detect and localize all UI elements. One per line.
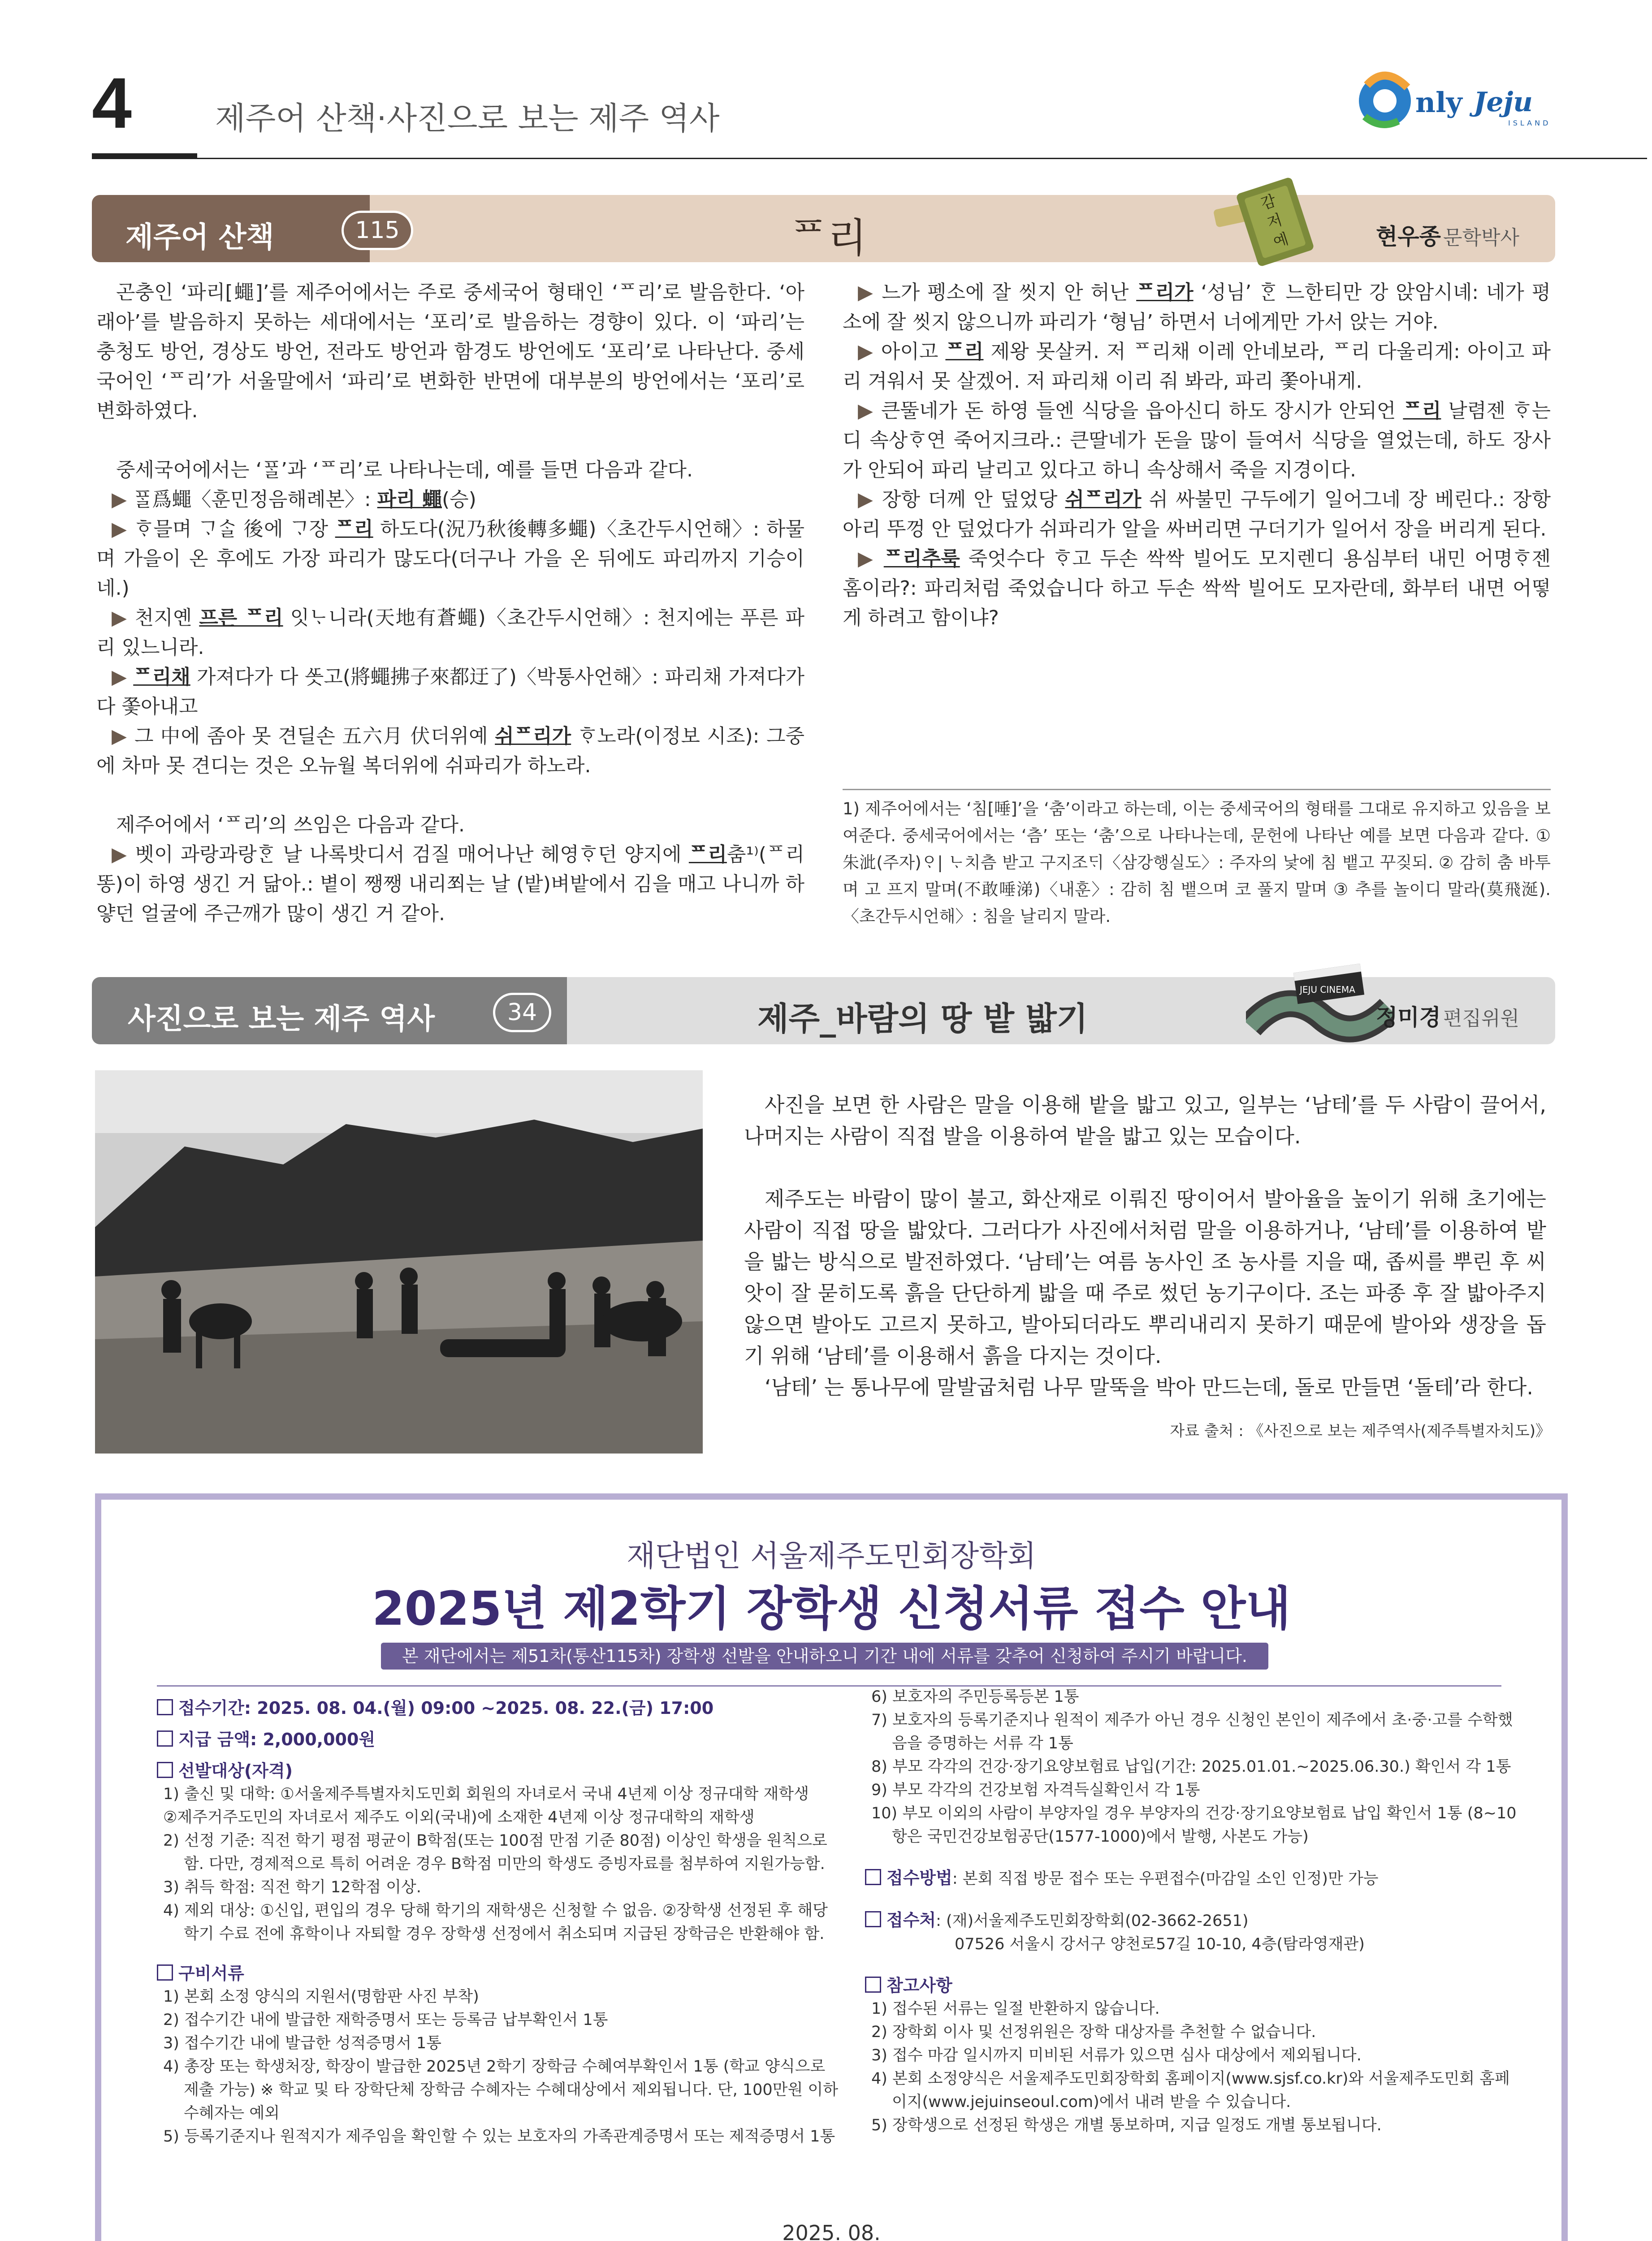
historic-photo-field-treading bbox=[95, 1070, 703, 1454]
photo-history-article bbox=[744, 1089, 1546, 1403]
example-paragraph bbox=[96, 485, 804, 515]
dialect-right-column bbox=[843, 278, 1551, 633]
example-paragraph bbox=[96, 515, 804, 603]
triangle-bullet-icon: ▶ bbox=[112, 488, 133, 511]
section-title: 제주어 산책·사진으로 보는 제주 역사 bbox=[215, 100, 720, 137]
documents-heading: 구비서류 bbox=[157, 1962, 843, 1985]
example-text: 쉬 싸불민 구두에기 일어그네 장 베린다.: 장항아리 뚜껑 안 덮었다가 쉬파리가 알을 싸버리면 구더기가 일어서 장을 버리게 된다. bbox=[843, 488, 1551, 541]
documents-list-continued bbox=[865, 1685, 1519, 1848]
jeju-dialect-issue-badge: 115 bbox=[342, 211, 413, 250]
example-text: 그 中에 좀아 못 견딜손 五六月 伏더위예 bbox=[134, 725, 495, 748]
square-bullet-icon bbox=[157, 1699, 173, 1715]
notes-list bbox=[865, 1997, 1519, 2137]
example-underlined-word: 프른 ᄑ리 bbox=[199, 606, 283, 629]
example-underlined-word: ᄑ리가 bbox=[1136, 281, 1194, 304]
triangle-bullet-icon: ▶ bbox=[112, 518, 134, 541]
example-text: ‘성님’ ᄒᆞᆫ 느한티만 강 앉암시녜: 네가 평소에 잘 씻지 않으니까 파리가 ‘형님’ 하면서 너에게만 가서 앉는 거야. bbox=[843, 281, 1551, 333]
article-paragraph: ‘남테’ 는 통나무에 말발굽처럼 나무 말뚝을 박아 만드는데, 돌로 만들면 ‘돌테’라 한다. bbox=[765, 1375, 1533, 1399]
example-paragraph bbox=[96, 662, 804, 722]
period-heading: 접수기간: 2025. 08. 04.(월) 09:00 ~2025. 08. 22.(금) 17:00 bbox=[157, 1696, 843, 1720]
triangle-bullet-icon: ▶ bbox=[112, 666, 134, 688]
square-bullet-icon bbox=[865, 1911, 881, 1927]
announcement-right-column bbox=[865, 1685, 1519, 2137]
paragraph-text: 제주어에서 ‘ᄑ리’의 쓰임은 다음과 같다. bbox=[116, 813, 465, 836]
triangle-bullet-icon: ▶ bbox=[112, 725, 134, 748]
author-name: 현우종 bbox=[1376, 224, 1441, 250]
example-paragraph bbox=[96, 603, 804, 662]
triangle-bullet-icon: ▶ bbox=[858, 340, 881, 363]
square-bullet-icon bbox=[157, 1731, 173, 1747]
notes-heading: 참고사항 bbox=[865, 1974, 1519, 1997]
body-paragraph bbox=[96, 455, 804, 485]
square-bullet-icon bbox=[865, 1869, 881, 1885]
place-name: : (재)서울제주도민회장학회(02-3662-2651) bbox=[936, 1912, 1249, 1930]
example-text: 죽엇수다 ᄒᆞ고 두손 싹싹 빌어도 모지렌디 용심부터 내민 어명ᄒᆞ젠 홈이라?: 파리처럼 죽었습니다 하고 두손 싹싹 빌어도 모자란데, 화부터 내면 어떻게 하려고 함이냐? bbox=[843, 547, 1551, 629]
page-number: 4 bbox=[92, 63, 132, 143]
eligibility-list bbox=[157, 1782, 843, 1946]
example-text: 춤¹⁾(ᄑ리똥)이 하영 생긴 거 닮아.: 볕이 쨍쨍 내리쬐는 날 (밭)벼밭에서 김을 매고 나니까 하얗던 얼굴에 주근깨가 많이 생긴 거 같아. bbox=[96, 843, 804, 925]
triangle-bullet-icon: ▶ bbox=[112, 606, 135, 629]
triangle-bullet-icon: ▶ bbox=[858, 399, 881, 422]
author-role: 문학박사 bbox=[1443, 226, 1520, 249]
triangle-bullet-icon: ▶ bbox=[858, 281, 882, 304]
jeju-dialect-headline: ᄑ리 bbox=[789, 215, 867, 262]
document-item: 4) 총장 또는 학생처장, 학장이 발급한 2025년 2학기 장학금 수혜여부확인서 1통 (학교 양식으로 제출 가능) ※ 학교 및 타 장학단체 장학금 수혜자는 수혜대상에서 제외됩니다. 단, 100만원 이하 수혜자는 예외 bbox=[163, 2058, 839, 2122]
example-underlined-word: ᄑ리 bbox=[945, 340, 984, 363]
document-item: 8) 부모 각각의 건강·장기요양보험료 납입(기간: 2025.01.01.~2025.06.30.) 확인서 각 1통 bbox=[871, 1758, 1511, 1776]
announcement-date: 2025. 08. bbox=[782, 2221, 881, 2241]
example-underlined-word: ᄑ리 bbox=[1403, 399, 1441, 422]
example-text: 날렴젠 ᄒᆞ는디 속상ᄒᆞ연 죽어지크라.: 큰딸네가 돈을 많이 들여서 식당을 열었는데, 하도 장사가 안되어 파리 날리고 있다고 하니 속상해서 죽을 지경이다. bbox=[843, 399, 1551, 481]
jeju-dialect-tab-label: 제주어 산책 bbox=[125, 221, 274, 254]
announcement-left-column bbox=[157, 1696, 843, 2148]
body-paragraph bbox=[96, 278, 804, 426]
note-item: 3) 접수 마감 일시까지 미비된 서류가 있으면 심사 대상에서 제외됩니다. bbox=[871, 2046, 1362, 2064]
announcement-title: 2025년 제2학기 장학생 신청서류 접수 안내 bbox=[372, 1581, 1291, 1636]
announcement-intro: 본 재단에서는 제51차(통산115차) 장학생 선발을 안내하오니 기간 내에 서류를 갖추어 신청하여 주시기 바랍니다. bbox=[381, 1643, 1268, 1670]
example-text: ᄑᆞᆯ爲蠅〈훈민정음해례본〉: bbox=[133, 488, 377, 511]
example-paragraph bbox=[96, 840, 804, 929]
footnote-rule bbox=[843, 789, 1551, 790]
paragraph-text: 중세국어에서는 ‘ᄑᆞᆯ’과 ‘ᄑ리’로 나타나는데, 예를 들면 다음과 같다. bbox=[116, 459, 693, 481]
page-number-underline bbox=[92, 153, 197, 158]
example-paragraph bbox=[843, 337, 1551, 396]
svg-text:Jeju: Jeju bbox=[1474, 87, 1533, 118]
example-underlined-word: 쉬ᄑ리가 bbox=[1065, 488, 1142, 511]
eligibility-item: 4) 제외 대상: ①신입, 편입의 경우 당해 학기의 재학생은 신청할 수 없음. ②장학생 선정된 후 해당 학기 수료 전에 휴학이나 자퇴할 경우 장학생 선정에서 취소되며 지급된 장학금은 반환해야 함. bbox=[163, 1902, 828, 1943]
place-address: 07526 서울시 강서구 양천로57길 10-10, 4층(탐라영재관) bbox=[955, 1935, 1365, 1953]
announcement-org: 재단법인 서울제주도민회장학회 bbox=[627, 1539, 1036, 1573]
method-heading: 접수방법: 본회 직접 방문 접수 또는 우편접수(마감일 소인 인정)만 가능 bbox=[865, 1866, 1519, 1891]
eligibility-heading: 선발대상(자격) bbox=[157, 1759, 843, 1782]
photo-history-tab-label: 사진으로 보는 제주 역사 bbox=[128, 1003, 435, 1036]
example-text: 아이고 bbox=[881, 340, 946, 363]
dialect-left-column bbox=[96, 278, 804, 929]
note-item: 4) 본회 소정양식은 서울제주도민회장학회 홈페이지(www.sjsf.co.kr)와 서울제주도민회 홈페이지(www.jejuinseoul.com)에서 내려 받을 수 있습니다. bbox=[871, 2070, 1510, 2111]
author-name: 정미경 bbox=[1376, 1004, 1441, 1030]
example-underlined-word: ᄑ리추룩 bbox=[883, 547, 960, 570]
body-paragraph bbox=[96, 810, 804, 840]
book-badge-icon bbox=[1206, 175, 1322, 273]
example-underlined-word: ᄑ리채 bbox=[133, 666, 190, 688]
amount-heading: 지급 금액: 2,000,000원 bbox=[157, 1728, 843, 1751]
example-text: (승) bbox=[442, 488, 476, 511]
example-paragraph bbox=[96, 722, 804, 781]
place-heading: 접수처: (재)서울제주도민회장학회(02-3662-2651) bbox=[865, 1908, 1519, 1933]
article-paragraph: 사진을 보면 한 사람은 말을 이용해 밭을 밟고 있고, 일부는 ‘남테’를 두 사람이 끌어서, 나머지는 사람이 직접 발을 이용하여 밭을 밟고 있는 모습이다. bbox=[744, 1093, 1546, 1148]
document-item: 6) 보호자의 주민등록등본 1통 bbox=[871, 1688, 1079, 1706]
document-item: 1) 본회 소정 양식의 지원서(명함판 사진 부착) bbox=[163, 1988, 479, 2006]
note-item: 5) 장학생으로 선정된 학생은 개별 통보하며, 지급 일정도 개별 통보됩니다. bbox=[871, 2116, 1382, 2134]
documents-list bbox=[157, 1985, 843, 2148]
example-text: 제왕 못살커. 저 ᄑ리채 이레 안네보라, ᄑ리 다울리게: 아이고 파리 겨워서 못 살겠어. 저 파리채 이리 줘 봐라, 파리 쫓아내게. bbox=[843, 340, 1551, 393]
film-reel-icon bbox=[1246, 959, 1394, 1058]
example-text: 잇ᄂᆞ니라(天地有蒼蠅)〈초간두시언해〉: 천지에는 푸른 파리 있느니라. bbox=[96, 606, 805, 659]
example-text: 장항 더께 안 덮었당 bbox=[882, 488, 1065, 511]
triangle-bullet-icon: ▶ bbox=[858, 488, 882, 511]
photo-source: 자료 출처 : 《사진으로 보는 제주역사(제주특별자치도)》 bbox=[1170, 1422, 1551, 1440]
example-underlined-word: 파리 蠅 bbox=[377, 488, 442, 511]
document-item: 2) 접수기간 내에 발급한 재학증명서 또는 등록금 납부확인서 1통 bbox=[163, 2011, 608, 2029]
header-rule bbox=[92, 158, 1647, 159]
document-item: 5) 등록기준지나 원적지가 제주임을 확인할 수 있는 보호자의 가족관계증명서 또는 제적증명서 1통 bbox=[163, 2128, 835, 2146]
method-text: : 본회 직접 방문 접수 또는 우편접수(마감일 소인 인정)만 가능 bbox=[952, 1870, 1379, 1888]
film-label: JEJU CINEMA bbox=[1300, 984, 1355, 995]
note-item: 2) 장학회 이사 및 선정위원은 장학 대상자를 추천할 수 없습니다. bbox=[871, 2023, 1316, 2041]
eligibility-item: 2) 선정 기준: 직전 학기 평점 평균이 B학점(또는 100점 만점 기준 80점) 이상인 학생을 원칙으로 함. 다만, 경제적으로 특히 어려운 경우 B학점 미만의 학생도 증빙자료를 첨부하여 지원가능함. bbox=[163, 1832, 827, 1873]
eligibility-item: ②제주거주도민의 자녀로서 제주도 이외(국내)에 소재한 4년제 이상 정규대학의 재학생 bbox=[163, 1808, 755, 1826]
photo-history-issue-badge: 34 bbox=[493, 993, 551, 1032]
square-bullet-icon bbox=[157, 1964, 173, 1981]
example-text: 벳이 과랑과랑ᄒᆞᆫ 날 나록밧디서 검질 매어나난 헤영ᄒᆞ던 양지에 bbox=[135, 843, 689, 866]
document-item: 9) 부모 각각의 건강보험 자격득실확인서 각 1통 bbox=[871, 1781, 1200, 1799]
note-item: 1) 접수된 서류는 일절 반환하지 않습니다. bbox=[871, 2000, 1160, 2018]
article-paragraph: 제주도는 바람이 많이 불고, 화산재로 이뤄진 땅이어서 발아율을 높이기 위해 초기에는 사람이 직접 땅을 밟았다. 그러다가 사진에서처럼 말을 이용하거나, ‘남테’를 이용하여 밭을 밟는 방식으로 발전하였다. ‘남테’는 여름 농사인 조 농사를 지을 때, 좁씨를 뿌린 후 씨앗이 잘 묻히도록 흙을 단단하게 밟을 때 주로 썼던 농기구이다. 조는 파종 후 잘 밟아주지 않으면 발아도 고르지 못하고, 발아되더라도 뿌리내리지 못하기 때문에 발아와 생장을 돕기 위해 ‘남테’를 이용해서 흙을 다지는 것이다. bbox=[744, 1187, 1546, 1368]
eligibility-item: 1) 출신 및 대학: ①서울제주특별자치도민회 회원의 자녀로서 국내 4년제 이상 정규대학 재학생 bbox=[163, 1785, 809, 1803]
eligibility-item: 3) 취득 학점: 직전 학기 12학점 이상. bbox=[163, 1878, 421, 1896]
example-text: ᄒᆞ믈며 ᄀᆞᄉᆞᆯ 後에 ᄀᆞ장 bbox=[134, 518, 335, 541]
author-role: 편집위원 bbox=[1443, 1007, 1520, 1030]
svg-text:저: 저 bbox=[1265, 211, 1284, 233]
example-underlined-word: 쉬ᄑ리가 bbox=[495, 725, 571, 748]
photo-history-author bbox=[1376, 999, 1519, 1032]
svg-text:ISLAND: ISLAND bbox=[1508, 119, 1551, 127]
example-paragraph bbox=[843, 396, 1551, 485]
example-paragraph bbox=[843, 544, 1551, 633]
example-text: 느가 펭소에 잘 씻지 안 허난 bbox=[882, 281, 1137, 304]
paragraph-text: 곤충인 ‘파리[蠅]’를 제주어에서는 주로 중세국어 형태인 ‘ᄑ리’로 발음한다. ‘아래아’를 발음하지 못하는 세대에서는 ‘포리’로 발음하는 경향이 있다. 이 ‘파리’는 충청도 방언, 경상도 방언, 전라도 방언과 함경도 방언에도 ‘포리’로 나타난다. 중세국어인 ‘ᄑ리’가 서울말에서 ‘파리’로 변화한 반면에 대부분의 방언에서는 ‘포리’로 변화하였다. bbox=[96, 281, 804, 422]
svg-text:감: 감 bbox=[1258, 191, 1279, 213]
example-underlined-word: ᄑ리 bbox=[335, 518, 373, 541]
document-item: 10) 부모 이외의 사람이 부양자일 경우 부양자의 건강·장기요양보험료 납입 확인서 1통 (8~10항은 국민건강보험공단(1577-1000)에서 발행, 사본도 가능) bbox=[871, 1804, 1517, 1846]
example-text: 하도다(況乃秋後轉多蠅)〈초간두시언해〉: 하물며 가을이 온 후에도 가장 파리가 많도다(더구나 가을 온 뒤에도 파리까지 기승이네.) bbox=[96, 518, 804, 600]
svg-text:nly: nly bbox=[1415, 86, 1462, 119]
example-text: 가져다가 다 ᄯᅩᆺ고(將蠅拂子來都迂了)〈박통사언해〉: 파리채 가져다가 다 쫓아내고 bbox=[96, 666, 804, 718]
jeju-dialect-author bbox=[1376, 219, 1519, 251]
example-paragraph bbox=[843, 485, 1551, 544]
example-text: 큰뚤네가 돈 하영 들엔 식당을 읍아신디 하도 장시가 안되언 bbox=[881, 399, 1403, 422]
only-jeju-logo bbox=[1354, 67, 1564, 139]
square-bullet-icon bbox=[865, 1977, 881, 1993]
example-underlined-word: ᄑ리 bbox=[688, 843, 727, 866]
example-text: 천지옌 bbox=[134, 606, 199, 629]
square-bullet-icon bbox=[157, 1762, 173, 1778]
triangle-bullet-icon: ▶ bbox=[858, 547, 884, 570]
footnote: 1) 제주어에서는 ‘침[唾]’을 ‘춤’이라고 하는데, 이는 중세국어의 형태를 그대로 유지하고 있음을 보여준다. 중세국어에서는 ‘츰’ 또는 ‘춤’으로 나타나는데, 문헌에 나타난 예를 보면 다음과 같다. ①朱泚(주자)ᄋᆞ| ᄂᆞ치츰 받고 구지조ᄃᆡ〈삼강행실도〉: 주자의 낯에 침 뱉고 꾸짖되. ② 감히 춤 바투며 고 프지 말며(不敢唾涕)〈내훈〉: 감히 침 뱉으며 코 풀지 말며 ③ 추를 놀이디 말라(莫飛涎).〈초간두시언해〉: 침을 날리지 말라. bbox=[843, 799, 1551, 926]
document-item: 3) 접수기간 내에 발급한 성적증명서 1통 bbox=[163, 2034, 441, 2052]
document-item: 7) 보호자의 등록기준지나 원적이 제주가 아닌 경우 신청인 본인이 제주에서 초·중·고를 수학했음을 증명하는 서류 각 1통 bbox=[871, 1711, 1513, 1752]
triangle-bullet-icon: ▶ bbox=[112, 843, 135, 866]
example-text: ᄒᆞ노라(이정보 시조): 그중에 차마 못 견디는 것은 오뉴월 복더위에 쉬파리가 하노라. bbox=[96, 725, 804, 777]
photo-history-headline: 제주_바람의 땅 밭 밟기 bbox=[757, 1000, 1088, 1038]
example-paragraph bbox=[843, 278, 1551, 337]
svg-text:예: 예 bbox=[1271, 229, 1291, 252]
